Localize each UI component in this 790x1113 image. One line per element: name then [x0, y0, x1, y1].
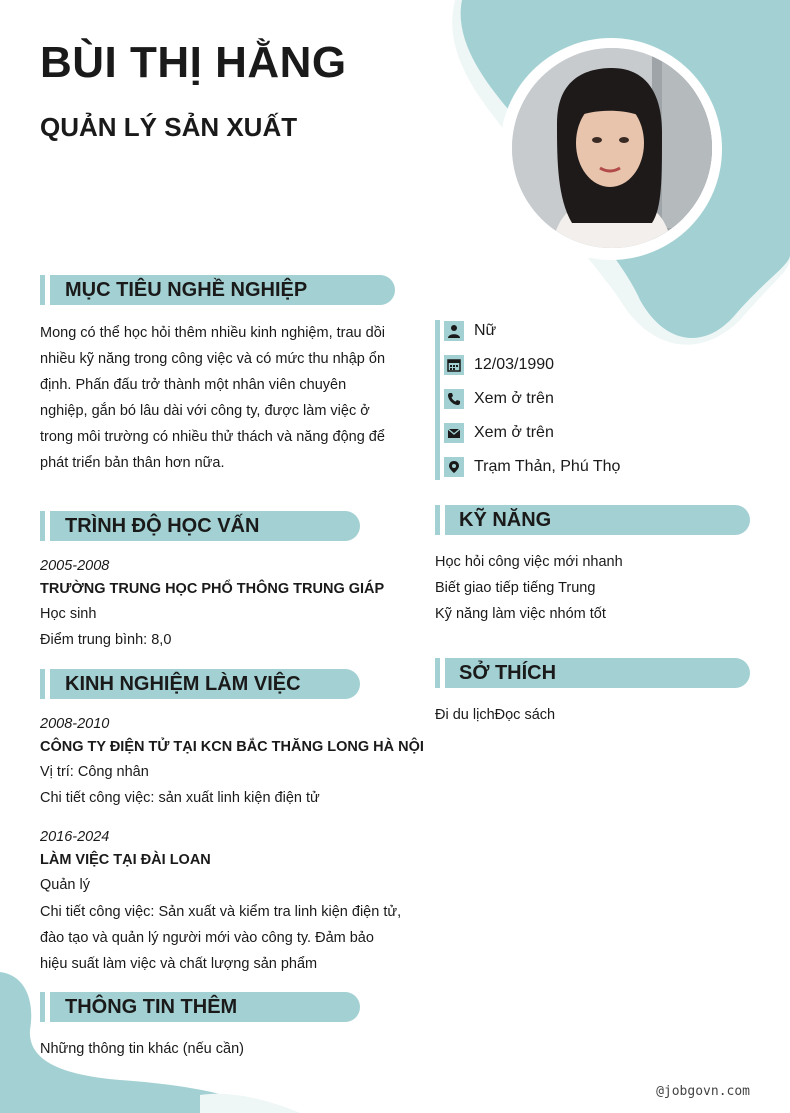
- contact-phone-value: Xem ở trên: [474, 390, 554, 407]
- education-school: TRƯỜNG TRUNG HỌC PHỔ THÔNG TRUNG GIÁP: [40, 581, 385, 597]
- section-gap: [45, 511, 50, 541]
- section-gap: [45, 992, 50, 1022]
- bottom-left-blob-light: [200, 1094, 300, 1113]
- job-position: Vị trí: Công nhân: [40, 764, 149, 780]
- job-company: CÔNG TY ĐIỆN TỬ TẠI KCN BẮC THĂNG LONG HÀ NỘI: [40, 739, 424, 755]
- person-icon: [444, 321, 464, 341]
- job-details: Chi tiết công việc: Sản xuất và kiểm tra linh kiện điện tử, đào tạo và quản lý người mới vào công ty. Đảm bảo hiệu suất làm việc và chất lượng sản phẩm: [40, 904, 402, 972]
- envelope-icon: [444, 423, 464, 443]
- contact-marker: [435, 320, 440, 480]
- section-gap: [45, 669, 50, 699]
- section-title-skills: KỸ NĂNG: [459, 509, 552, 531]
- job-details: Chi tiết công việc: sản xuất linh kiện điện tử: [40, 790, 320, 806]
- section-gap: [45, 275, 50, 305]
- profile-photo: [512, 48, 712, 248]
- contact-gender-value: Nữ: [474, 322, 497, 339]
- career-goal-text: Mong có thể học hỏi thêm nhiều kinh nghiệm, trau dồi nhiều kỹ năng trong công việc và có mức thu nhập ổn định. Phấn đấu trở thành một nhân viên chuyên nghiệp, gắn bó lâu dài với công ty, được làm việc ở trong môi trường có nhiều thử thách và năng động để phát triển bản thân hơn nữa.: [40, 325, 386, 471]
- section-hobbies: [435, 658, 750, 688]
- section-career-goal: [40, 275, 395, 305]
- job-position: Quản lý: [40, 877, 90, 893]
- job-period: 2008-2010: [40, 716, 110, 732]
- education-period: 2005-2008: [40, 558, 110, 574]
- job-company: LÀM VIỆC TẠI ĐÀI LOAN: [40, 852, 211, 868]
- candidate-position: QUẢN LÝ SẢN XUẤT: [40, 112, 298, 142]
- skill-item: Kỹ năng làm việc nhóm tốt: [435, 606, 606, 622]
- section-extra: [40, 992, 360, 1022]
- section-gap: [440, 505, 445, 535]
- phone-icon: [444, 389, 464, 409]
- section-title-education: TRÌNH ĐỘ HỌC VẤN: [65, 515, 260, 537]
- calendar-icon: [444, 355, 464, 375]
- section-skills: [435, 505, 750, 535]
- contact-address-value: Trạm Thản, Phú Thọ: [474, 458, 621, 475]
- contact-birthday-value: 12/03/1990: [474, 356, 555, 373]
- location-pin-icon: [444, 457, 464, 477]
- section-title-hobbies: SỞ THÍCH: [459, 662, 557, 684]
- section-education: [40, 511, 360, 541]
- watermark: @jobgovn.com: [656, 1084, 750, 1099]
- section-title-experience: KINH NGHIỆM LÀM VIỆC: [65, 673, 301, 695]
- skill-item: Biết giao tiếp tiếng Trung: [435, 580, 596, 596]
- section-experience: [40, 669, 360, 699]
- hobbies-text: Đi du lịchĐọc sách: [435, 707, 556, 723]
- candidate-name: BÙI THỊ HẰNG: [40, 38, 347, 87]
- skill-item: Học hỏi công việc mới nhanh: [435, 554, 623, 570]
- job-period: 2016-2024: [40, 829, 110, 845]
- education-score: Điểm trung bình: 8,0: [40, 632, 172, 648]
- extra-info-text: Những thông tin khác (nếu cần): [40, 1041, 244, 1057]
- contact-email-value: Xem ở trên: [474, 424, 554, 441]
- section-title-career-goal: MỤC TIÊU NGHỀ NGHIỆP: [65, 279, 308, 301]
- section-title-extra: THÔNG TIN THÊM: [65, 996, 238, 1018]
- education-role: Học sinh: [40, 606, 97, 622]
- section-gap: [440, 658, 445, 688]
